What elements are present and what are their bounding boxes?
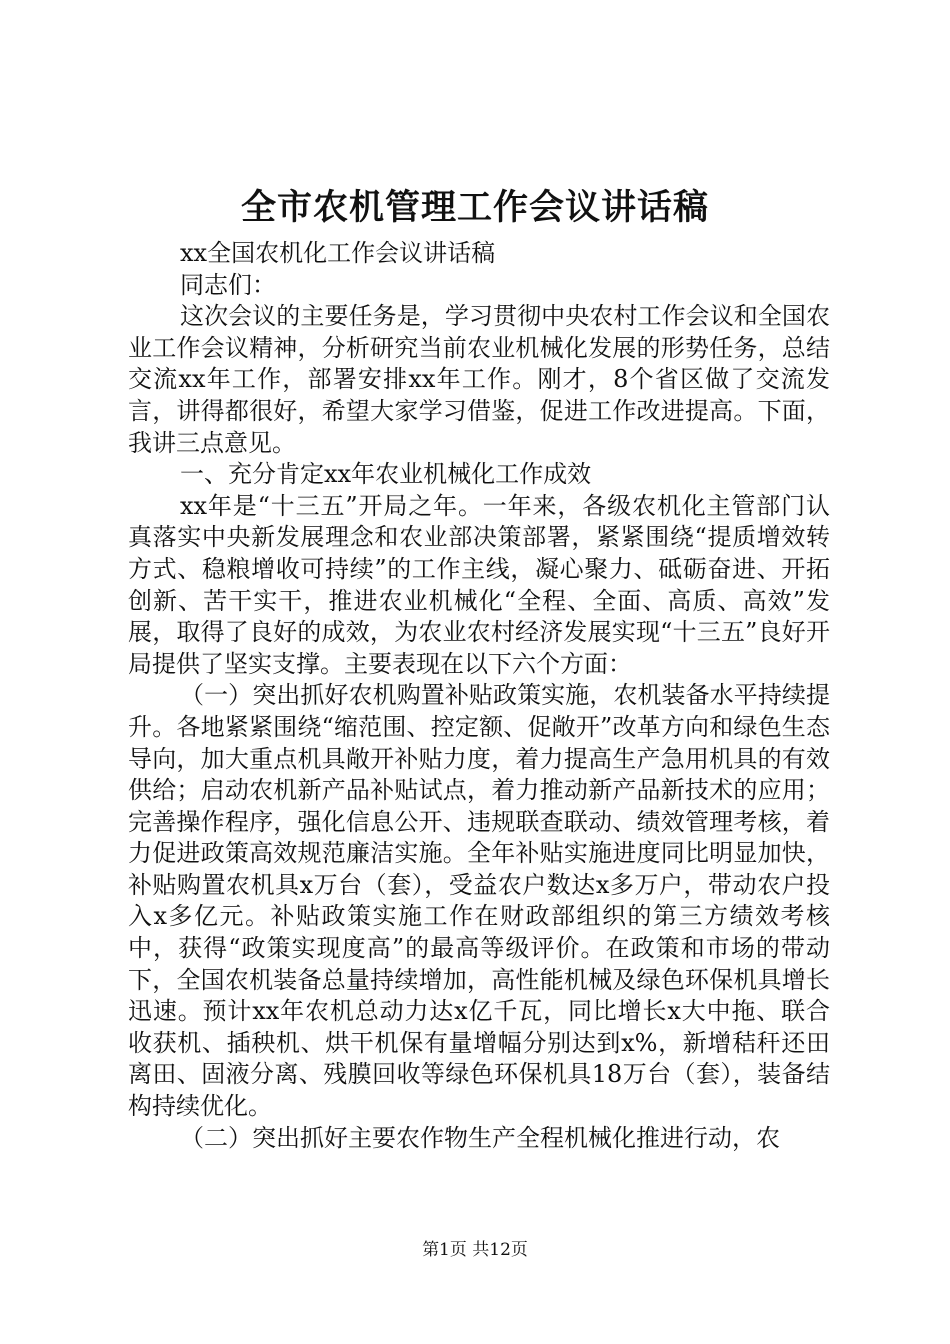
paragraph-salutation: 同志们： (180, 270, 276, 299)
paragraph-subsidy: （一）突出抓好农机购置补贴政策实施，农机装备水平持续提升。各地紧紧围绕“缩范围、控定额、促敞开”改革方向和绿色生态导向，加大重点机具敞开补贴力度，着力提高生产急用机具的有效供给；启动农机新产品补贴试点，着力推动新产品新技术的应用；完善操作程序，强化信息公开、违规联查联动、绩效管理考核，着力促进政策高效规范廉洁实施。全年补贴实施进度同比明显加快，补贴购置农机具x万台（套），受益农户数达x多万户，带动农户投入x多亿元。补贴政策实施工作在财政部组织的第三方绩效考核中，获得“政策实现度高”的最高等级评价。在政策和市场的带动下，全国农机装备总量持续增加，高性能机械及绿色环保机具增长迅速。预计xx年农机总动力达x亿千瓦，同比增长x大中拖、联合收获机、插秧机、烘干机保有量增幅分别达到x%，新增秸秆还田离田、固液分离、残膜回收等绿色环保机具18万台（套），装备结构持续优化。 (128, 681, 830, 1121)
paragraph-subtitle: xx全国农机化工作会议讲话稿 (180, 239, 496, 267)
document-title: 全市农机管理工作会议讲话稿 (240, 187, 709, 228)
page-footer: 第1页 共12页 (422, 1240, 528, 1260)
paragraph-intro: 这次会议的主要任务是，学习贯彻中央农村工作会议和全国农业工作会议精神，分析研究当前农业机械化发展的形势任务，总结交流xx年工作，部署安排xx年工作。刚才，8个省区做了交流发言，讲得都很好，希望大家学习借鉴，促进工作改进提高。下面，我讲三点意见。 (128, 302, 830, 457)
paragraph-mechanization: （二）突出抓好主要农作物生产全程机械化推进行动，农 (180, 1123, 780, 1152)
paragraph-overview: xx年是“十三五”开局之年。一年来，各级农机化主管部门认真落实中央新发展理念和农业部决策部署，紧紧围绕“提质增效转方式、稳粮增收可持续”的工作主线，凝心聚力、砥砺奋进、开拓创新、苦干实干，推进农业机械化“全程、全面、高质、高效”发展，取得了良好的成效，为农业农村经济发展实现“十三五”良好开局提供了坚实支撑。主要表现在以下六个方面： (128, 491, 830, 678)
section-heading-1: 一、充分肯定xx年农业机械化工作成效 (180, 460, 592, 489)
document-body (128, 238, 830, 1154)
